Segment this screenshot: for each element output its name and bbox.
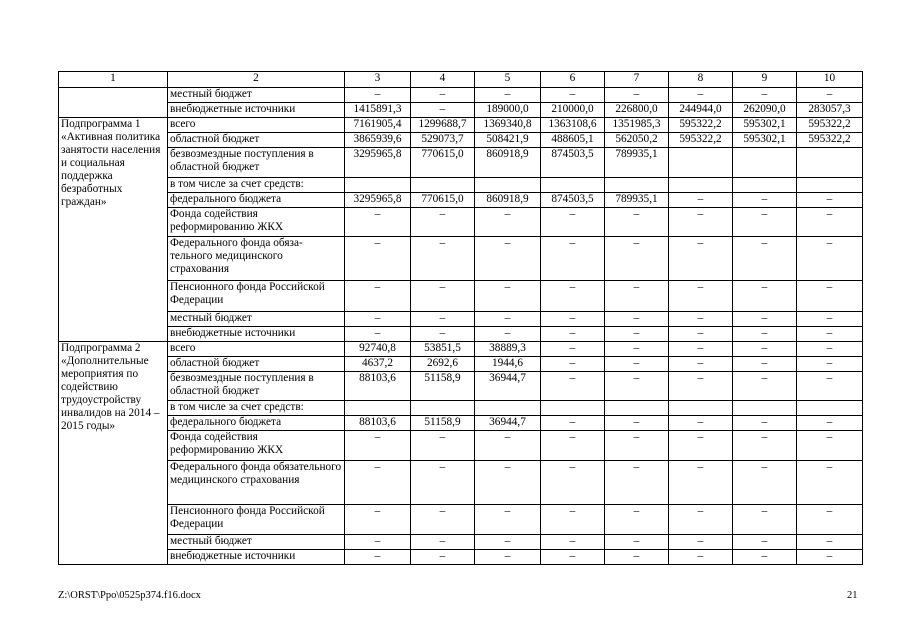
value-cell: – — [797, 88, 863, 103]
header-cell: 1 — [59, 72, 168, 88]
value-cell: 4637,2 — [345, 357, 411, 372]
table-row — [59, 312, 863, 327]
header-cell: 5 — [475, 72, 541, 88]
value-cell: – — [733, 327, 797, 342]
value-cell: 508421,9 — [475, 133, 541, 148]
value-cell: 3865939,6 — [345, 133, 411, 148]
value-cell: – — [605, 431, 669, 461]
row-label: Федерального фонда обяза-тельного медицинского страхования — [168, 237, 345, 281]
table-row — [59, 431, 863, 461]
value-cell: – — [411, 550, 475, 565]
value-cell — [345, 178, 411, 193]
header-cell: 4 — [411, 72, 475, 88]
value-cell: – — [669, 327, 733, 342]
value-cell: 88103,6 — [345, 372, 411, 401]
row-label: в том числе за счет средств: — [168, 178, 345, 193]
value-cell: 36944,7 — [475, 372, 541, 401]
value-cell: 36944,7 — [475, 416, 541, 431]
table-row — [59, 357, 863, 372]
value-cell: – — [475, 281, 541, 312]
row-label: всего — [168, 342, 345, 357]
value-cell — [475, 401, 541, 416]
value-cell: – — [797, 550, 863, 565]
value-cell: – — [669, 550, 733, 565]
value-cell: – — [605, 342, 669, 357]
value-cell: – — [605, 535, 669, 550]
value-cell: 226800,0 — [605, 103, 669, 118]
subprogram-2-name: Подпрограмма 2 «Дополнительные мероприятия по содействию трудоустройству инвалидов на 2014 – 2015 годы» — [59, 342, 168, 565]
value-cell: 92740,8 — [345, 342, 411, 357]
value-cell: – — [605, 237, 669, 281]
value-cell: – — [411, 327, 475, 342]
value-cell: – — [733, 461, 797, 505]
value-cell: – — [411, 431, 475, 461]
value-cell: 789935,1 — [605, 193, 669, 208]
table-row — [59, 342, 863, 357]
value-cell: 595322,2 — [797, 118, 863, 133]
value-cell: – — [605, 461, 669, 505]
table-row — [59, 461, 863, 505]
value-cell: – — [541, 88, 605, 103]
value-cell: – — [541, 208, 605, 237]
value-cell: – — [411, 281, 475, 312]
budget-table — [58, 71, 863, 565]
header-cell: 7 — [605, 72, 669, 88]
value-cell: – — [475, 312, 541, 327]
value-cell — [541, 401, 605, 416]
value-cell: – — [797, 357, 863, 372]
value-cell — [669, 148, 733, 178]
value-cell: – — [345, 88, 411, 103]
value-cell: – — [475, 535, 541, 550]
value-cell: – — [669, 281, 733, 312]
value-cell: – — [733, 505, 797, 535]
value-cell: – — [605, 372, 669, 401]
value-cell: – — [797, 193, 863, 208]
value-cell: 51158,9 — [411, 416, 475, 431]
value-cell: – — [541, 431, 605, 461]
row-label: местный бюджет — [168, 312, 345, 327]
value-cell: 38889,3 — [475, 342, 541, 357]
value-cell: – — [541, 550, 605, 565]
value-cell: – — [345, 461, 411, 505]
value-cell: 860918,9 — [475, 148, 541, 178]
value-cell: – — [605, 312, 669, 327]
value-cell: 562050,2 — [605, 133, 669, 148]
value-cell — [797, 401, 863, 416]
value-cell: – — [605, 505, 669, 535]
value-cell: 860918,9 — [475, 193, 541, 208]
value-cell: – — [797, 535, 863, 550]
value-cell: 3295965,8 — [345, 193, 411, 208]
value-cell: 789935,1 — [605, 148, 669, 178]
value-cell: – — [475, 88, 541, 103]
value-cell: – — [475, 208, 541, 237]
value-cell: – — [733, 342, 797, 357]
row-label: безвозмездные поступления в областной бюджет — [168, 148, 345, 178]
row-label: Пенсионного фонда Российской Федерации — [168, 281, 345, 312]
value-cell: – — [605, 550, 669, 565]
value-cell: – — [797, 208, 863, 237]
value-cell: – — [345, 505, 411, 535]
value-cell: – — [797, 312, 863, 327]
row-label: безвозмездные поступления в областной бюджет — [168, 372, 345, 401]
value-cell: 1351985,3 — [605, 118, 669, 133]
value-cell: – — [733, 281, 797, 312]
value-cell: 595302,1 — [733, 118, 797, 133]
value-cell: – — [797, 342, 863, 357]
value-cell: 1944,6 — [475, 357, 541, 372]
value-cell: – — [605, 357, 669, 372]
value-cell — [411, 401, 475, 416]
value-cell: – — [541, 535, 605, 550]
table-row — [59, 372, 863, 401]
row-label: внебюджетные источники — [168, 327, 345, 342]
value-cell: – — [669, 312, 733, 327]
value-cell: – — [669, 208, 733, 237]
value-cell: – — [605, 88, 669, 103]
row-label: внебюджетные источники — [168, 550, 345, 565]
value-cell — [797, 178, 863, 193]
header-cell: 3 — [345, 72, 411, 88]
value-cell: – — [797, 416, 863, 431]
table-row — [59, 550, 863, 565]
table-row — [59, 193, 863, 208]
header-cell: 2 — [168, 72, 345, 88]
value-cell: 595322,2 — [669, 133, 733, 148]
value-cell: – — [411, 535, 475, 550]
value-cell: 595322,2 — [797, 133, 863, 148]
row-label: областной бюджет — [168, 357, 345, 372]
value-cell: – — [411, 208, 475, 237]
table-body — [59, 72, 863, 565]
value-cell: – — [733, 193, 797, 208]
value-cell: 1369340,8 — [475, 118, 541, 133]
value-cell: – — [669, 237, 733, 281]
value-cell: 244944,0 — [669, 103, 733, 118]
value-cell: – — [669, 193, 733, 208]
header-cell: 8 — [669, 72, 733, 88]
value-cell: 1415891,3 — [345, 103, 411, 118]
value-cell: – — [411, 461, 475, 505]
value-cell: – — [345, 550, 411, 565]
row-label: Пенсионного фонда Российской Федерации — [168, 505, 345, 535]
value-cell: – — [345, 327, 411, 342]
value-cell — [669, 178, 733, 193]
value-cell: – — [475, 461, 541, 505]
value-cell: – — [345, 237, 411, 281]
value-cell: – — [345, 431, 411, 461]
table-row — [59, 505, 863, 535]
row-label: в том числе за счет средств: — [168, 401, 345, 416]
value-cell: 874503,5 — [541, 148, 605, 178]
value-cell: – — [541, 342, 605, 357]
value-cell: 53851,5 — [411, 342, 475, 357]
value-cell: – — [541, 372, 605, 401]
row-label: всего — [168, 118, 345, 133]
table-row — [59, 118, 863, 133]
value-cell: 595302,1 — [733, 133, 797, 148]
value-cell: – — [797, 327, 863, 342]
value-cell: – — [541, 281, 605, 312]
value-cell: 210000,0 — [541, 103, 605, 118]
value-cell: – — [541, 416, 605, 431]
value-cell: 488605,1 — [541, 133, 605, 148]
value-cell: – — [541, 505, 605, 535]
value-cell: 1363108,6 — [541, 118, 605, 133]
value-cell: – — [475, 431, 541, 461]
value-cell: – — [733, 88, 797, 103]
value-cell: 770615,0 — [411, 193, 475, 208]
value-cell: – — [797, 505, 863, 535]
row-label: местный бюджет — [168, 535, 345, 550]
value-cell: – — [733, 372, 797, 401]
value-cell: – — [797, 237, 863, 281]
table-row — [59, 148, 863, 178]
table-row — [59, 401, 863, 416]
table-row — [59, 327, 863, 342]
value-cell: – — [345, 281, 411, 312]
value-cell: – — [669, 535, 733, 550]
value-cell: – — [669, 357, 733, 372]
value-cell: – — [733, 535, 797, 550]
table-row — [59, 208, 863, 237]
value-cell — [475, 178, 541, 193]
value-cell: 262090,0 — [733, 103, 797, 118]
value-cell: 874503,5 — [541, 193, 605, 208]
value-cell: – — [797, 431, 863, 461]
value-cell: – — [669, 416, 733, 431]
value-cell — [669, 401, 733, 416]
value-cell — [605, 401, 669, 416]
value-cell: – — [605, 416, 669, 431]
value-cell: 51158,9 — [411, 372, 475, 401]
value-cell: – — [797, 372, 863, 401]
value-cell: 7161905,4 — [345, 118, 411, 133]
value-cell: – — [411, 103, 475, 118]
value-cell: – — [669, 88, 733, 103]
value-cell: – — [605, 208, 669, 237]
value-cell — [345, 401, 411, 416]
row-label: Федерального фонда обязательного медицинского страхования — [168, 461, 345, 505]
value-cell: – — [345, 535, 411, 550]
value-cell — [733, 178, 797, 193]
value-cell: – — [541, 312, 605, 327]
value-cell: 529073,7 — [411, 133, 475, 148]
value-cell — [733, 148, 797, 178]
value-cell: – — [733, 550, 797, 565]
value-cell: 2692,6 — [411, 357, 475, 372]
value-cell: – — [733, 312, 797, 327]
header-row — [59, 72, 863, 88]
value-cell: – — [541, 357, 605, 372]
value-cell: – — [411, 505, 475, 535]
subprogram-1-name: Подпрограмма 1 «Активная политика занятости населения и социальная поддержка безработных граждан» — [59, 118, 168, 342]
header-cell: 6 — [541, 72, 605, 88]
value-cell: – — [669, 461, 733, 505]
value-cell: – — [541, 327, 605, 342]
table-row — [59, 103, 863, 118]
row-label: Фонда содействия реформированию ЖКХ — [168, 431, 345, 461]
value-cell: – — [605, 281, 669, 312]
value-cell: – — [475, 237, 541, 281]
page-number: 21 — [847, 590, 858, 601]
value-cell: – — [411, 312, 475, 327]
row-label: внебюджетные источники — [168, 103, 345, 118]
value-cell: – — [669, 505, 733, 535]
value-cell: – — [797, 281, 863, 312]
value-cell — [797, 148, 863, 178]
value-cell: – — [733, 237, 797, 281]
value-cell: 88103,6 — [345, 416, 411, 431]
table-row — [59, 88, 863, 103]
table-row — [59, 416, 863, 431]
value-cell: 595322,2 — [669, 118, 733, 133]
value-cell — [605, 178, 669, 193]
table-row — [59, 178, 863, 193]
header-cell: 9 — [733, 72, 797, 88]
value-cell — [733, 401, 797, 416]
row-label: местный бюджет — [168, 88, 345, 103]
value-cell: – — [345, 208, 411, 237]
value-cell — [541, 178, 605, 193]
value-cell: – — [475, 505, 541, 535]
value-cell: 1299688,7 — [411, 118, 475, 133]
value-cell: – — [733, 208, 797, 237]
row-label: федерального бюджета — [168, 193, 345, 208]
empty-group-cell — [59, 88, 168, 118]
row-label: федерального бюджета — [168, 416, 345, 431]
value-cell: – — [345, 312, 411, 327]
value-cell: 3295965,8 — [345, 148, 411, 178]
value-cell: – — [669, 372, 733, 401]
value-cell: – — [411, 237, 475, 281]
table-row — [59, 535, 863, 550]
row-label: областной бюджет — [168, 133, 345, 148]
value-cell: – — [669, 431, 733, 461]
value-cell: 283057,3 — [797, 103, 863, 118]
value-cell: – — [605, 327, 669, 342]
row-label: Фонда содействия реформированию ЖКХ — [168, 208, 345, 237]
value-cell: – — [475, 327, 541, 342]
value-cell: – — [411, 88, 475, 103]
value-cell: – — [797, 461, 863, 505]
table-row — [59, 281, 863, 312]
value-cell: – — [669, 342, 733, 357]
table-row — [59, 133, 863, 148]
value-cell: – — [733, 416, 797, 431]
value-cell: – — [733, 431, 797, 461]
header-cell: 10 — [797, 72, 863, 88]
value-cell: 189000,0 — [475, 103, 541, 118]
value-cell — [411, 178, 475, 193]
table-row — [59, 237, 863, 281]
value-cell: – — [733, 357, 797, 372]
footer-file-path: Z:\ORST\Ppo\0525p374.f16.docx — [58, 590, 201, 601]
value-cell: – — [475, 550, 541, 565]
value-cell: – — [541, 461, 605, 505]
value-cell: 770615,0 — [411, 148, 475, 178]
value-cell: – — [541, 237, 605, 281]
